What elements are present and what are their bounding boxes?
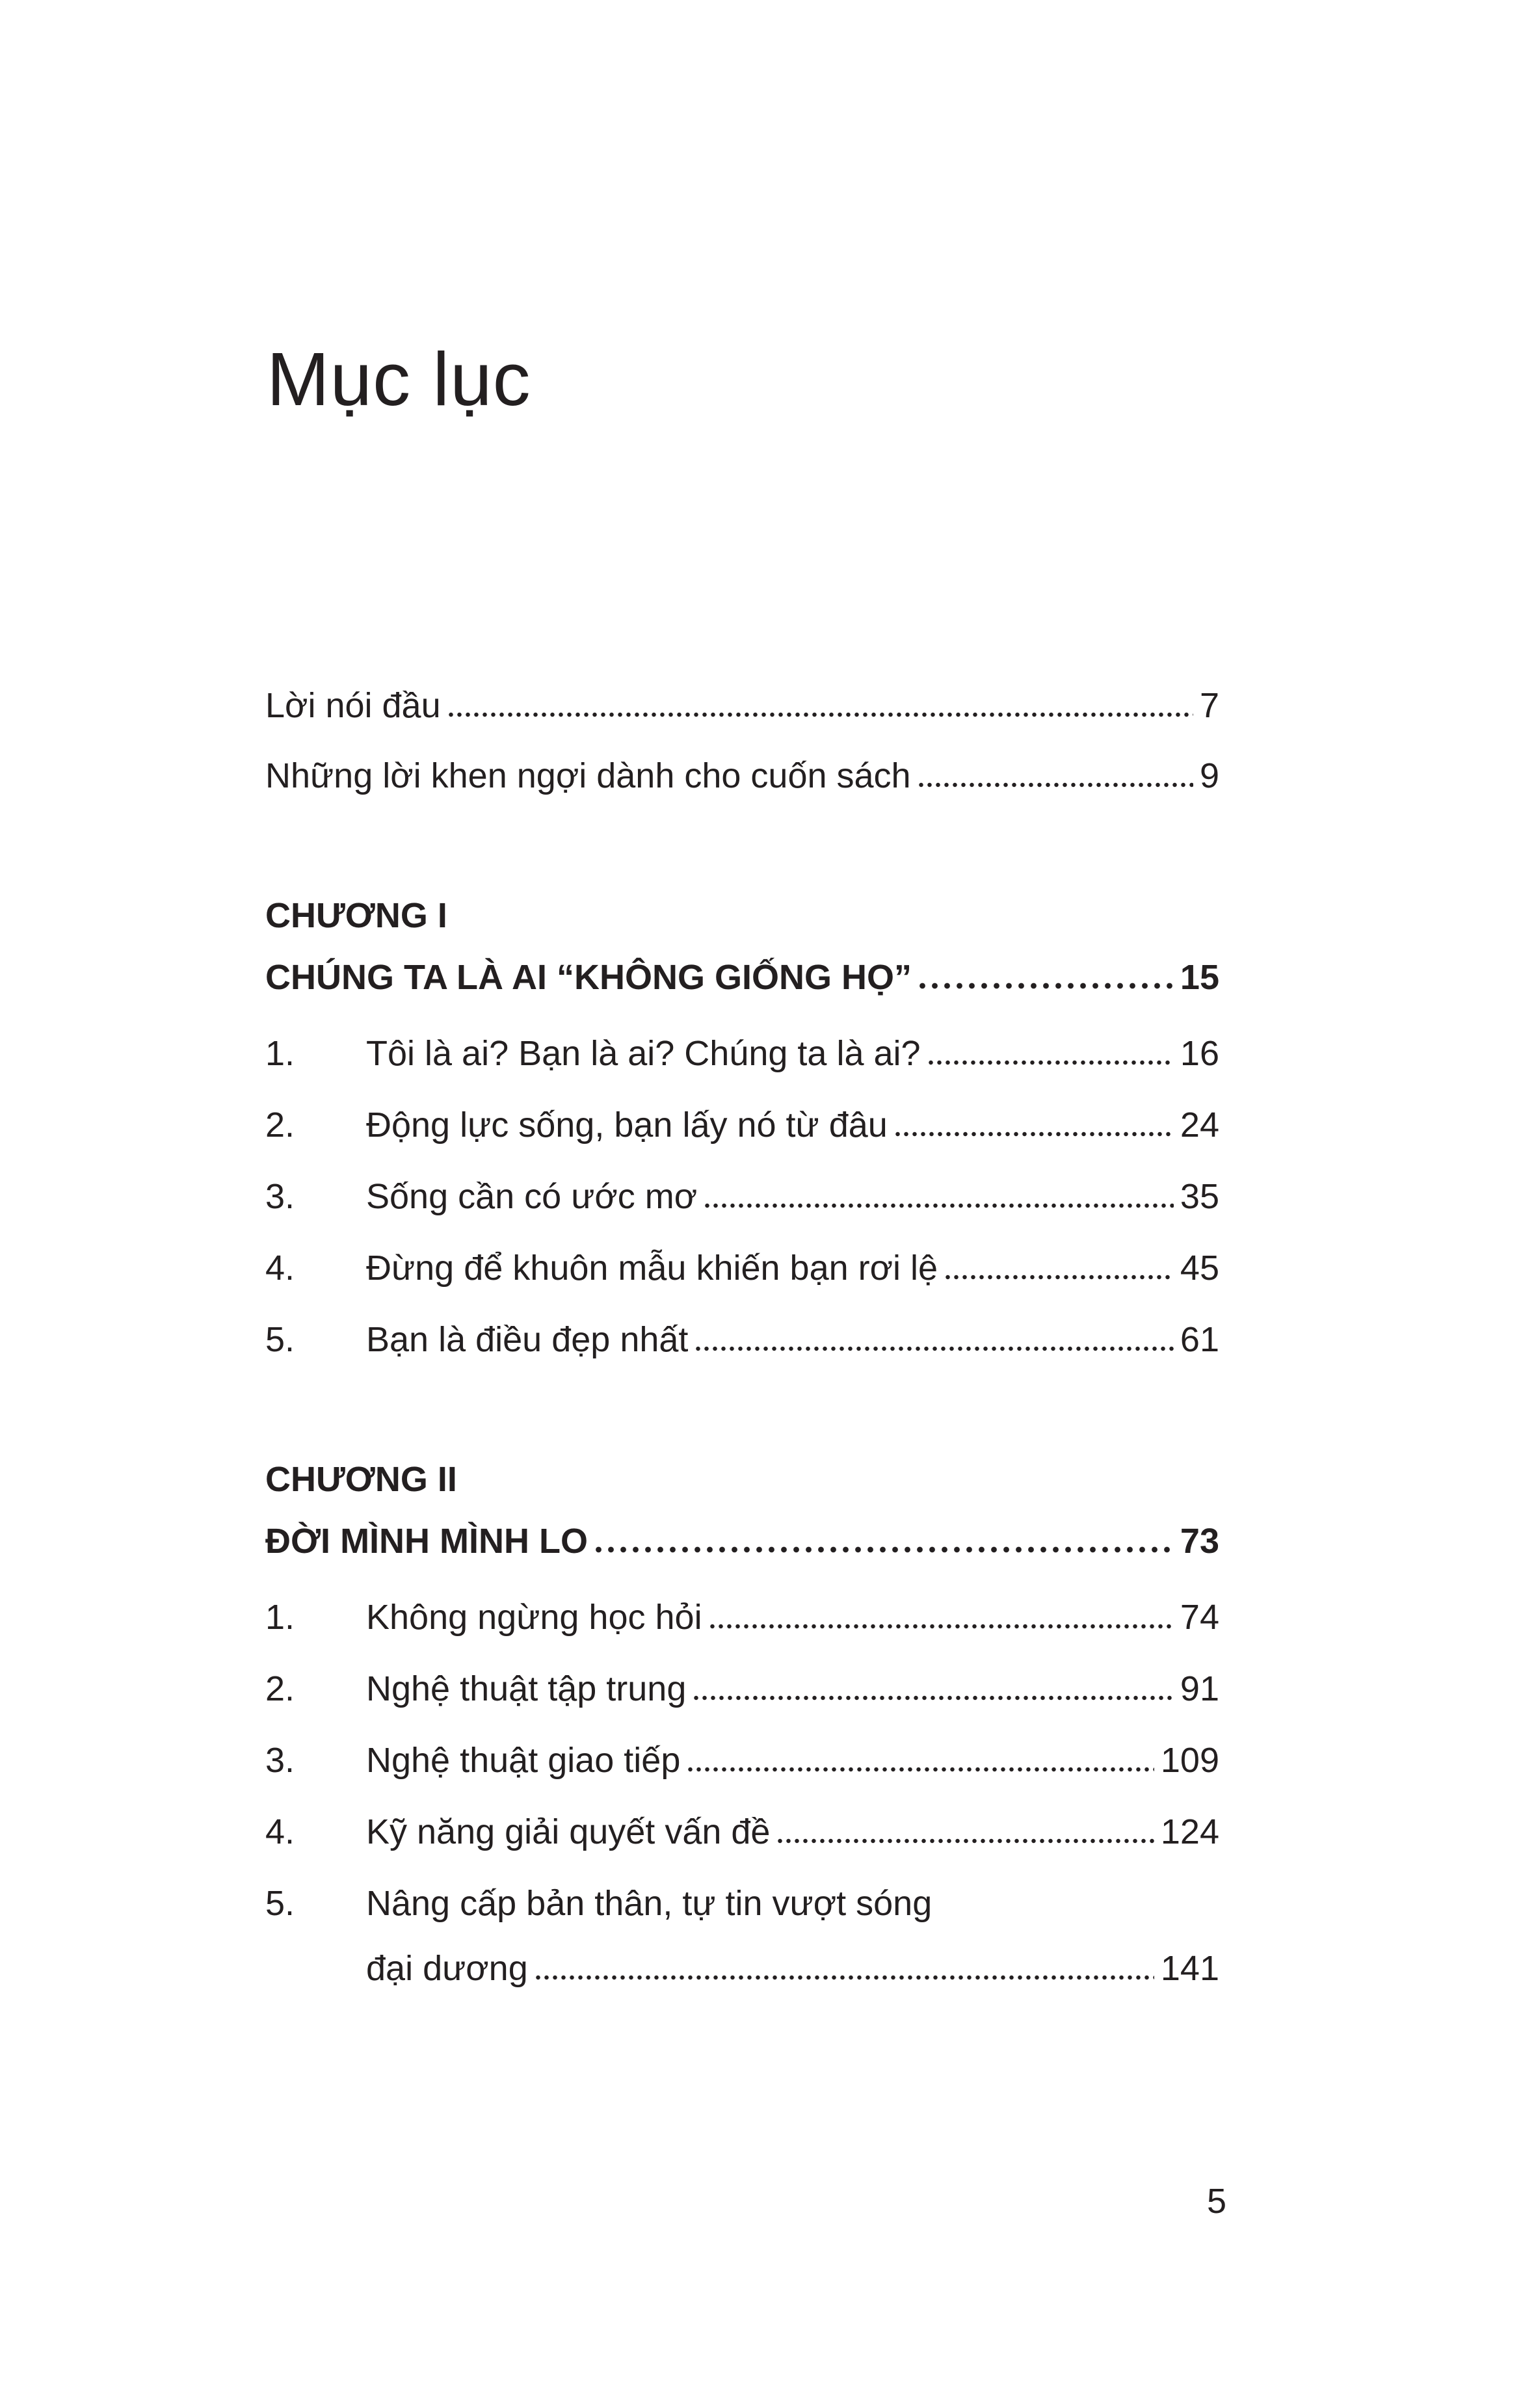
chapter-kicker: [265, 1457, 1219, 1502]
toc-item-number: 3.: [265, 1741, 295, 1780]
dot-leader: [596, 1546, 1174, 1553]
toc-entry-label: Lời nói đầu: [265, 686, 441, 725]
page-number: 5: [1207, 2182, 1227, 2221]
toc-item-label: Nâng cấp bản thân, tự tin vượt sóng: [366, 1884, 932, 1923]
dot-leader: [688, 1767, 1154, 1772]
toc-item-label: Đừng để khuôn mẫu khiến bạn rơi lệ: [366, 1249, 938, 1288]
toc-item-number: 5.: [265, 1884, 295, 1923]
dot-leader: [919, 782, 1193, 787]
toc-item-label-line2: đại dương: [366, 1949, 528, 1988]
toc-item-number: 5.: [265, 1320, 295, 1359]
toc-item-label: Động lực sống, bạn lấy nó từ đâu: [366, 1105, 888, 1144]
toc-item-number: 1.: [265, 1034, 295, 1073]
toc-entry-front: [265, 683, 1219, 728]
toc-item-label: Bạn là điều đẹp nhất: [366, 1320, 689, 1359]
toc-item-page: 61: [1180, 1320, 1219, 1359]
dot-leader: [705, 1203, 1174, 1208]
toc-item-page: 124: [1160, 1812, 1219, 1851]
dot-leader: [449, 712, 1193, 717]
toc-entry-page: 7: [1199, 686, 1219, 725]
toc-item: [265, 1174, 1219, 1219]
chapter-kicker-label: CHƯƠNG II: [265, 1460, 457, 1499]
dot-leader: [946, 1275, 1174, 1280]
toc-entry-page: 9: [1199, 756, 1219, 795]
toc-item-label: Sống cần có ước mơ: [366, 1177, 698, 1216]
chapter-title-row: [265, 955, 1219, 1000]
toc-item-label: Nghệ thuật tập trung: [366, 1669, 687, 1708]
dot-leader: [778, 1838, 1154, 1844]
toc-item: [265, 1102, 1219, 1148]
toc-item-continuation: [265, 1946, 1219, 1991]
table-of-contents: [265, 683, 1219, 1991]
toc-item: [265, 1666, 1219, 1712]
chapter-kicker-label: CHƯƠNG I: [265, 896, 447, 935]
chapter-title-row: [265, 1518, 1219, 1564]
toc-item-page: 91: [1180, 1669, 1219, 1708]
toc-item: [265, 1245, 1219, 1291]
toc-item: [265, 1317, 1219, 1362]
chapter-kicker: [265, 893, 1219, 938]
toc-item: [265, 1738, 1219, 1783]
chapter-page: 15: [1180, 958, 1219, 997]
toc-item-number: 2.: [265, 1669, 295, 1708]
page-title: Mục lục: [267, 336, 531, 421]
dot-leader: [694, 1695, 1174, 1700]
dot-leader: [895, 1131, 1174, 1137]
toc-item: [265, 1594, 1219, 1640]
toc-item-label: Không ngừng học hỏi: [366, 1598, 702, 1637]
toc-item: [265, 1809, 1219, 1855]
toc-item-number: 3.: [265, 1177, 295, 1216]
toc-item-label: Kỹ năng giải quyết vấn đề: [366, 1812, 771, 1851]
toc-item-label: Nghệ thuật giao tiếp: [366, 1741, 681, 1780]
chapter-page: 73: [1180, 1522, 1219, 1561]
toc-item-page: 16: [1180, 1034, 1219, 1073]
toc-item-page: 109: [1160, 1741, 1219, 1780]
toc-item: [265, 1881, 1219, 1926]
toc-item: [265, 1031, 1219, 1076]
toc-item-page: 141: [1160, 1949, 1219, 1988]
toc-item-number: 1.: [265, 1598, 295, 1637]
toc-item-page: 74: [1180, 1598, 1219, 1637]
dot-leader: [710, 1624, 1174, 1629]
chapter-title-label: CHÚNG TA LÀ AI “KHÔNG GIỐNG HỌ”: [265, 958, 912, 997]
toc-item-number: 2.: [265, 1105, 295, 1144]
toc-item-label: Tôi là ai? Bạn là ai? Chúng ta là ai?: [366, 1034, 921, 1073]
toc-item-number: 4.: [265, 1812, 295, 1851]
dot-leader: [919, 983, 1174, 989]
toc-entry-label: Những lời khen ngợi dành cho cuốn sách: [265, 756, 911, 795]
dot-leader: [929, 1060, 1174, 1065]
toc-item-page: 45: [1180, 1249, 1219, 1288]
dot-leader: [696, 1346, 1174, 1351]
toc-item-page: 24: [1180, 1105, 1219, 1144]
toc-item-page: 35: [1180, 1177, 1219, 1216]
toc-entry-front: [265, 753, 1219, 799]
toc-item-number: 4.: [265, 1249, 295, 1288]
dot-leader: [536, 1975, 1154, 1980]
chapter-title-label: ĐỜI MÌNH MÌNH LO: [265, 1522, 589, 1561]
